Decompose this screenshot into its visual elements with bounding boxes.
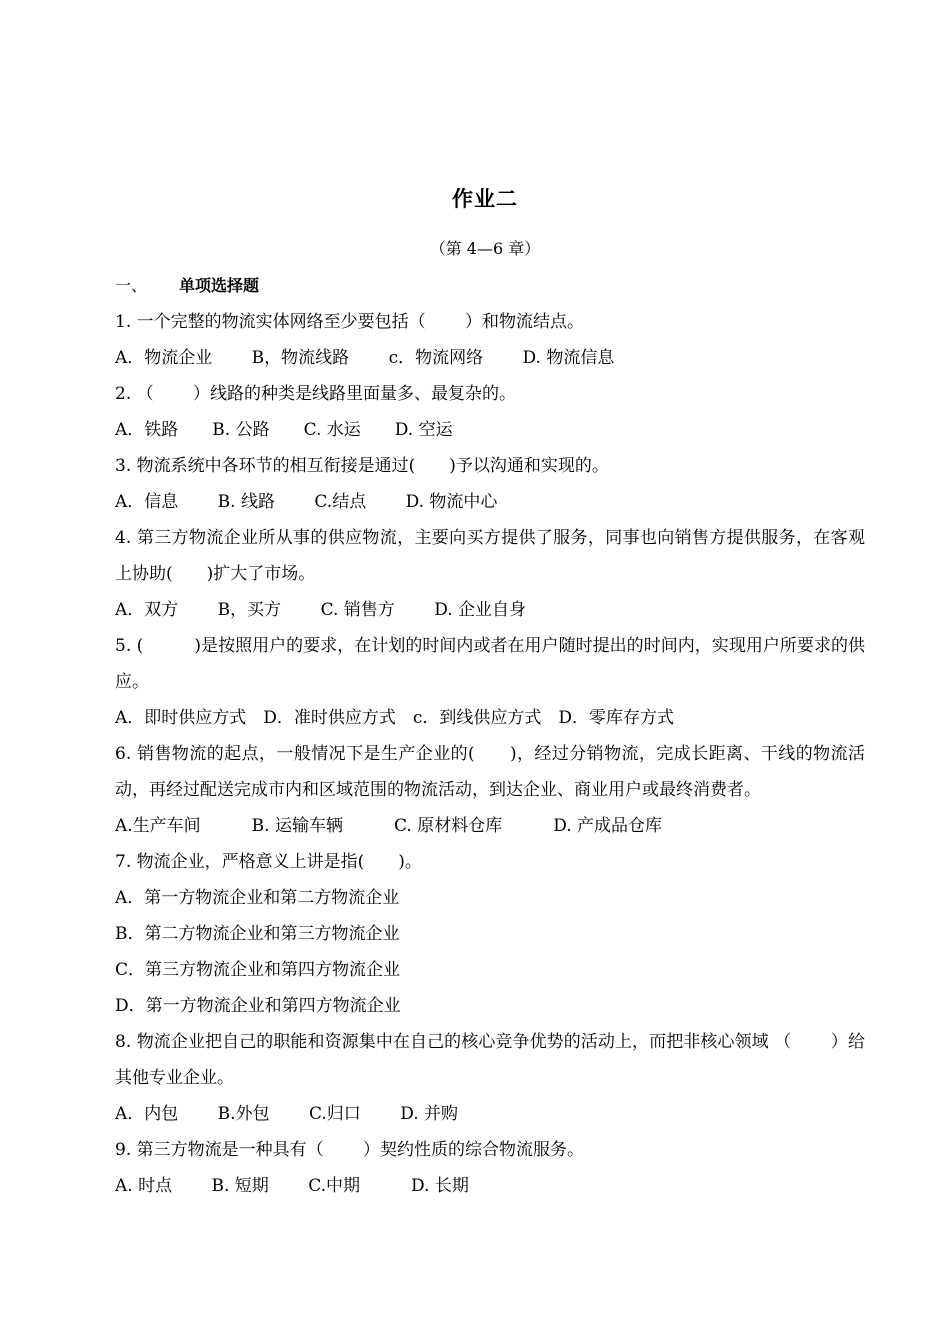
section-label: 单项选择题 bbox=[179, 276, 260, 295]
question-9: 9. 第三方物流是一种具有（ ）契约性质的综合物流服务。 bbox=[115, 1140, 585, 1160]
question-7-option-b: B．第二方物流企业和第三方物流企业 bbox=[115, 924, 400, 944]
question-8-options: A．内包 B.外包 C.归口 D. 并购 bbox=[115, 1104, 459, 1124]
question-2: 2. （ ）线路的种类是线路里面量多、最复杂的。 bbox=[115, 384, 517, 404]
document-subtitle: （第 4—6 章） bbox=[429, 239, 541, 258]
question-8: 8. 物流企业把自己的职能和资源集中在自己的核心竞争优势的活动上，而把非核心领域 （ ）给其他专业企业。 bbox=[115, 1032, 865, 1088]
document-title: 作业二 bbox=[452, 187, 518, 211]
question-4-options: A．双方 B，买方 C. 销售方 D. 企业自身 bbox=[115, 600, 527, 620]
question-5: 5. ( )是按照用户的要求，在计划的时间内或者在用户随时提出的时间内，实现用户所要求的供应。 bbox=[115, 636, 865, 692]
question-9-options: A. 时点 B. 短期 C.中期 D. 长期 bbox=[115, 1176, 469, 1196]
question-2-options: A．铁路 B. 公路 C. 水运 D. 空运 bbox=[115, 420, 453, 440]
document-body bbox=[115, 268, 865, 1204]
question-3: 3. 物流系统中各环节的相互衔接是通过( )予以沟通和实现的。 bbox=[115, 456, 609, 476]
question-1-options: A．物流企业 B，物流线路 c．物流网络 D. 物流信息 bbox=[115, 348, 615, 368]
question-7-option-a: A．第一方物流企业和第二方物流企业 bbox=[115, 888, 400, 908]
question-1: 1. 一个完整的物流实体网络至少要包括（ ）和物流结点。 bbox=[115, 312, 585, 332]
question-6-options: A.生产车间 B. 运输车辆 C. 原材料仓库 D. 产成品仓库 bbox=[115, 816, 663, 836]
question-7-option-d: D．第一方物流企业和第四方物流企业 bbox=[115, 996, 401, 1016]
question-3-options: A．信息 B. 线路 C.结点 D. 物流中心 bbox=[115, 492, 498, 512]
question-7: 7. 物流企业，严格意义上讲是指( )。 bbox=[115, 852, 422, 872]
question-4: 4. 第三方物流企业所从事的供应物流，主要向买方提供了服务，同事也向销售方提供服务，在客观上协助( )扩大了市场。 bbox=[115, 528, 865, 584]
section-heading bbox=[115, 268, 865, 304]
question-7-option-c: C．第三方物流企业和第四方物流企业 bbox=[115, 960, 401, 980]
question-5-options: A．即时供应方式 D．准时供应方式 c．到线供应方式 D．零库存方式 bbox=[115, 708, 675, 728]
section-number: 一、 bbox=[115, 276, 148, 295]
question-6: 6. 销售物流的起点，一般情况下是生产企业的( )，经过分销物流，完成长距离、干线的物流活动，再经过配送完成市内和区域范围的物流活动，到达企业、商业用户或最终消费者。 bbox=[115, 744, 865, 800]
